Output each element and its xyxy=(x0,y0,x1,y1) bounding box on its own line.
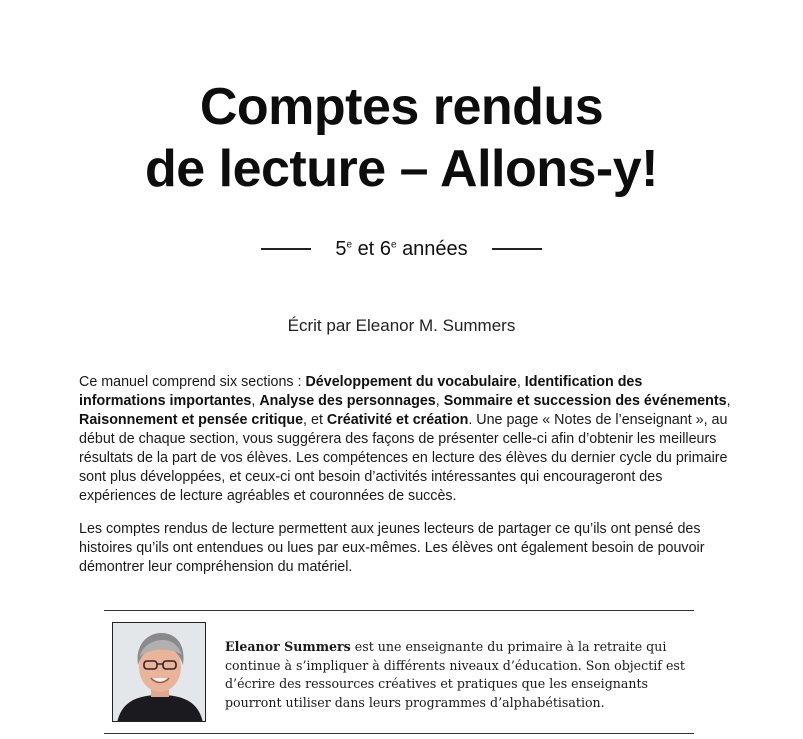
grade-right-rule xyxy=(492,248,542,250)
section-name-information: Identification des informations importantes xyxy=(79,374,643,409)
grade-level-row xyxy=(0,234,803,264)
grade-number-2: 6 xyxy=(379,237,391,260)
grade-left-rule xyxy=(261,248,311,250)
section-name-characters: Analyse des personnages xyxy=(259,393,436,409)
intro-paragraph-2: Les comptes rendus de lecture permettent aux jeunes lecteurs de partager ce qu’ils ont pensé des histoires qu’ils ont entendues ou lues par eux-mêmes. Les élèves ont également besoin de pouvoir démontrer leur compréhension du matériel. xyxy=(79,521,705,575)
separator: , xyxy=(435,393,444,409)
section-name-vocabulary: Développement du vocabulaire xyxy=(305,374,517,390)
grade-suffix-2: e xyxy=(390,238,397,250)
intro-text: Ce manuel comprend six sections : xyxy=(79,374,306,390)
section-name-creativity: Créativité et création xyxy=(326,412,469,428)
intro-paragraph-1 xyxy=(79,373,731,506)
separator: , xyxy=(251,393,260,409)
section-name-summary: Sommaire et succession des événements xyxy=(443,393,727,409)
book-title xyxy=(0,76,803,200)
grade-word: années xyxy=(402,237,468,260)
separator: , xyxy=(726,393,731,409)
grade-level xyxy=(335,238,467,261)
separator: , xyxy=(516,374,525,390)
grade-suffix-1: e xyxy=(346,238,352,250)
bio-bottom-divider xyxy=(104,733,694,734)
intro-text-continued: . Une page « Notes de l’enseignant », au début de chaque section, vous suggérera des façons de présenter celle-ci afin d’obtenir les meilleurs résultats de la part de vos élèves. Les compétences en lecture des élèves du dernier cycle du primaire sont plus développées, et ceux-ci ont besoin d’activités intéressantes qui encourageront des expériences de lecture agréables et couronnées de succès. xyxy=(79,412,728,504)
grade-number-1: 5 xyxy=(335,237,347,260)
book-title-line-1: Comptes rendus xyxy=(199,78,604,136)
section-name-reasoning: Raisonnement et pensée critique xyxy=(79,412,304,428)
author-credit: Écrit par Eleanor M. Summers xyxy=(287,316,516,335)
author-bio-name: Eleanor Summers xyxy=(225,639,351,654)
author-portrait-image xyxy=(113,623,206,722)
author-photo xyxy=(112,622,206,722)
separator: , et xyxy=(303,412,327,428)
grade-conjunction: et xyxy=(357,237,375,260)
bio-top-divider xyxy=(104,610,694,611)
author-bio-text: est une enseignante du primaire à la retraite qui continue à s’impliquer à différents niveaux d’éducation. Son objectif est d’écrire des ressources créatives et pratiques que les enseignants pourront utiliser dans leurs programmes d’alphabétisation. xyxy=(225,639,685,710)
book-title-line-2: de lecture – Allons-y! xyxy=(145,140,658,198)
author-bio xyxy=(225,638,685,712)
